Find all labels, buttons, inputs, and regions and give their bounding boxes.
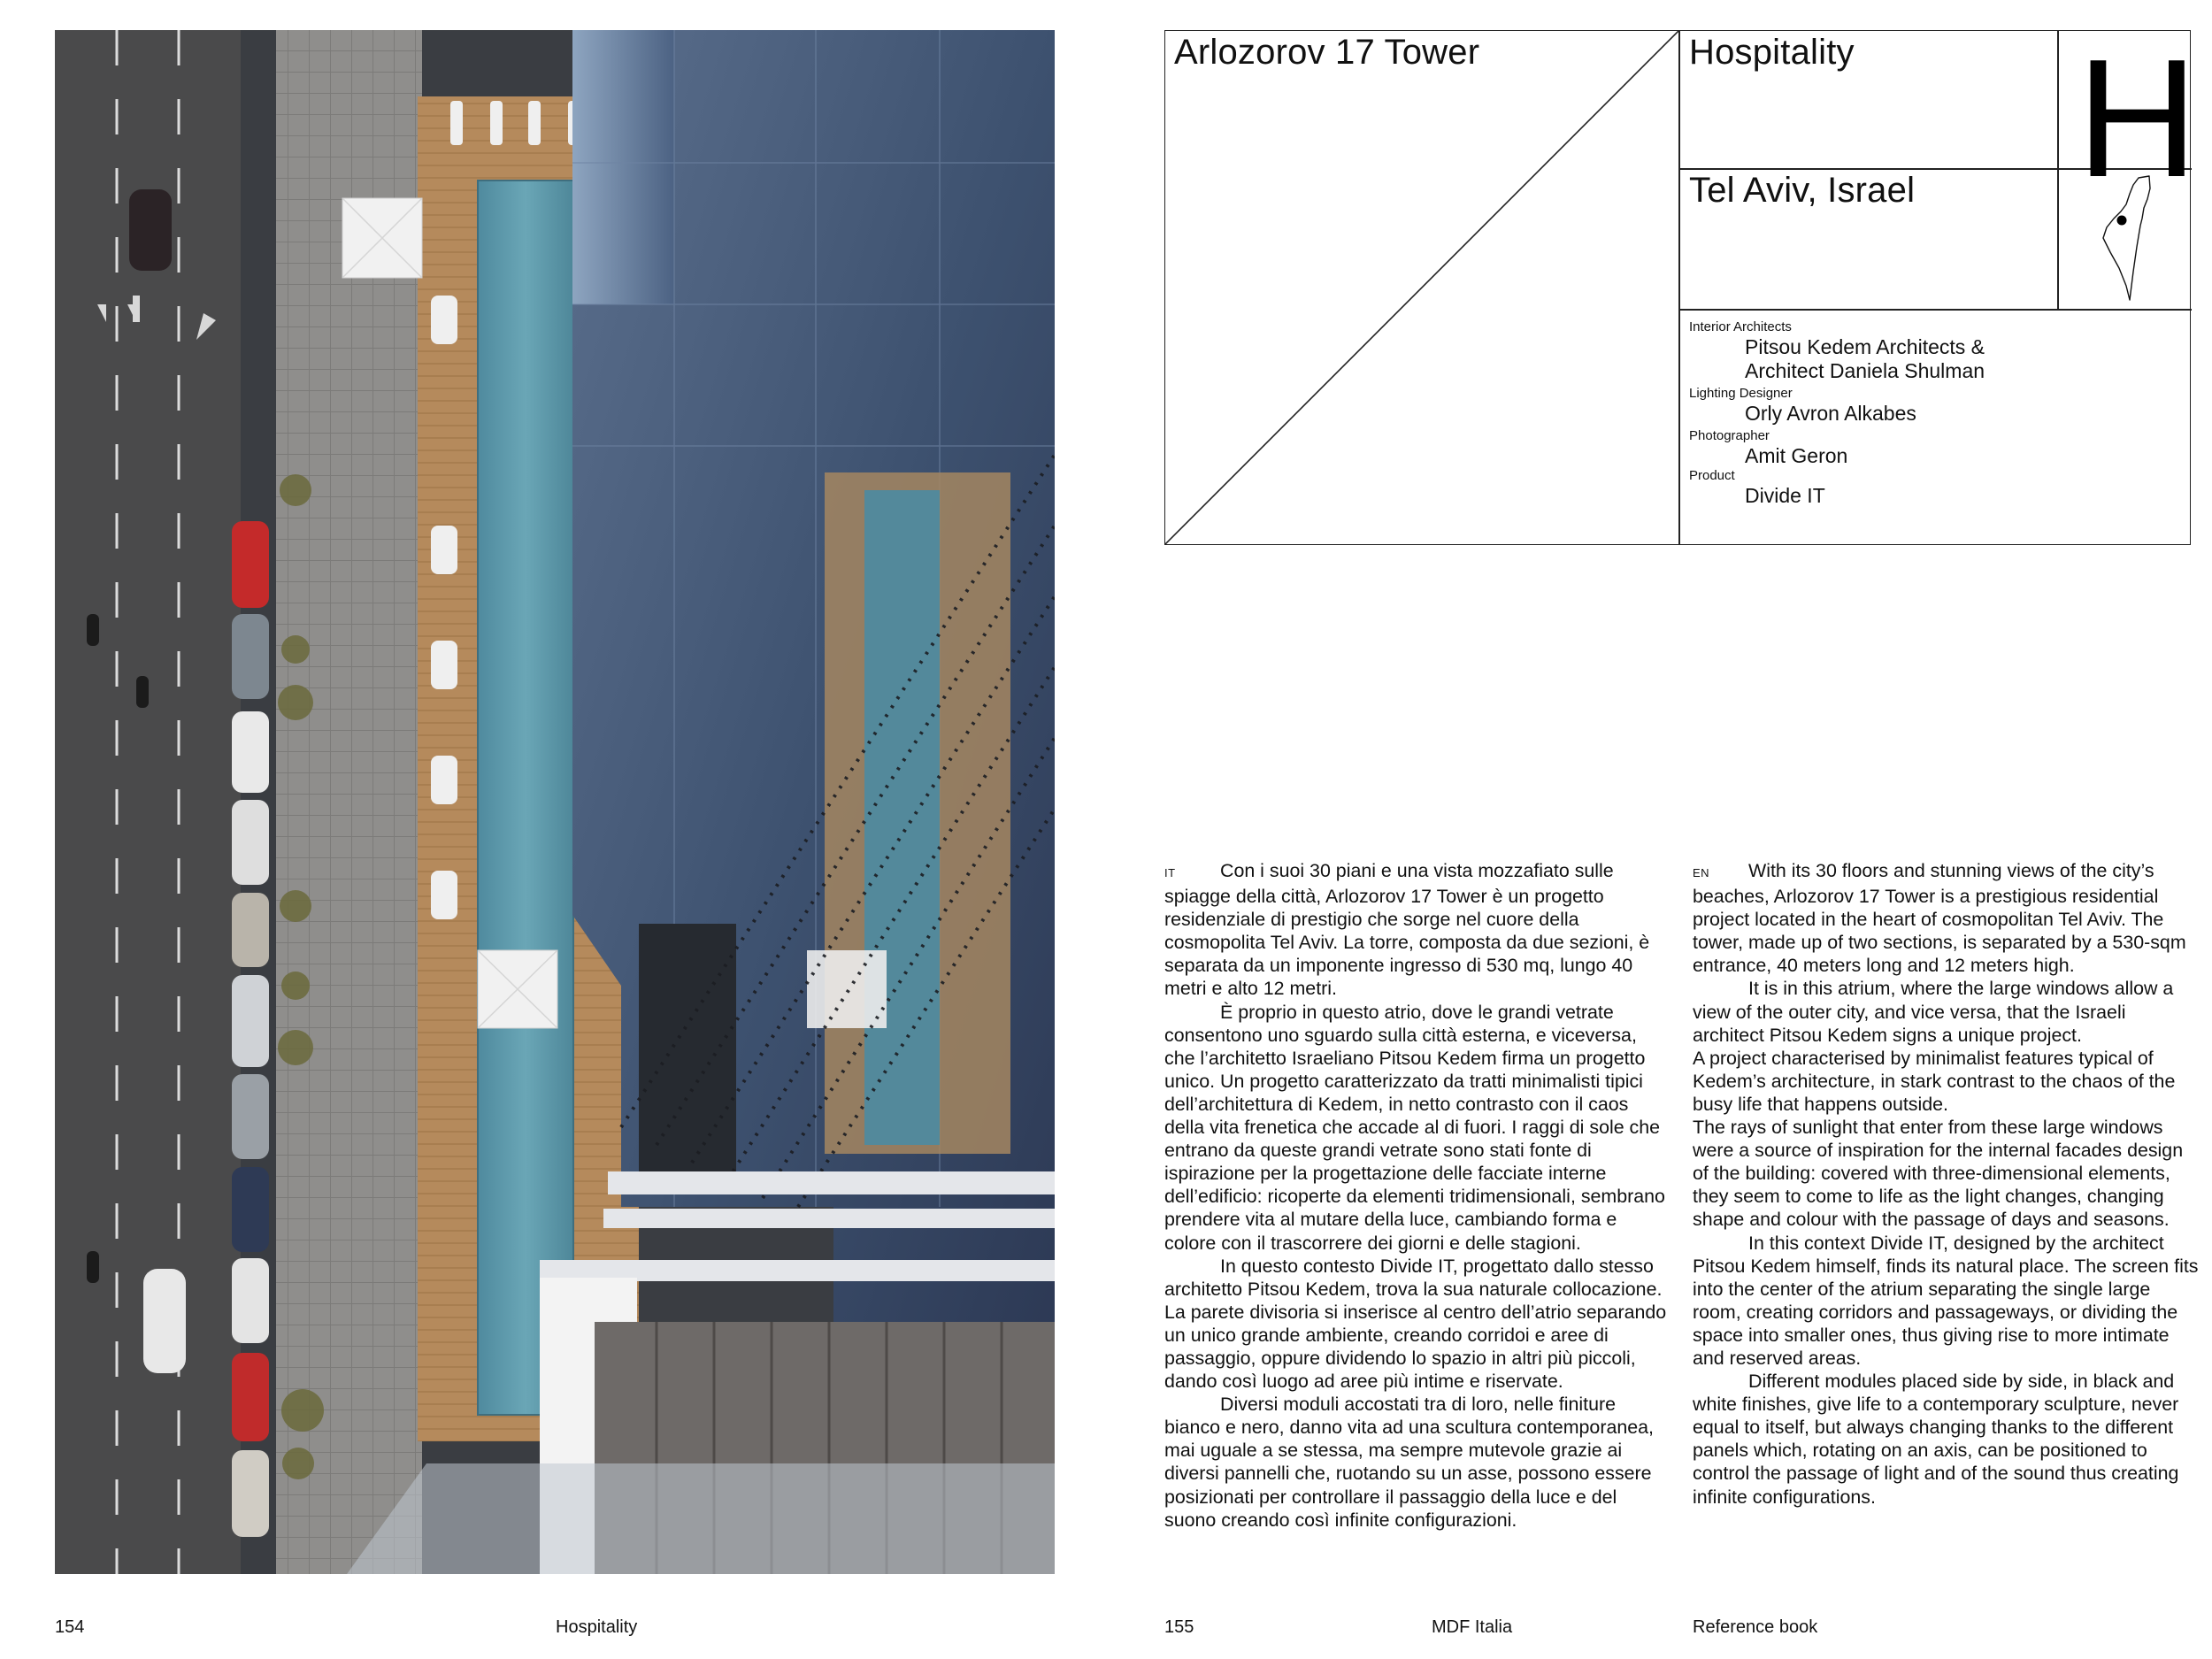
paragraph-en-2: It is in this atrium, where the large windows allow a view of the outer city, and vice versa, that the Israeli architect Pitsou Kedem signs a unique project. (1693, 978, 2174, 1046)
table-divider-vertical (1678, 31, 1680, 544)
credit-label: Product (1689, 468, 1735, 483)
credit-value: Divide IT (1745, 484, 1825, 507)
left-page-section: Hospitality (556, 1617, 638, 1637)
credit-value: Orly Avron Alkabes (1745, 402, 1916, 425)
language-tag-en: EN (1693, 866, 1710, 879)
paragraph-en-1: EN With its 30 floors and stunning views of the city’s beaches, Arlozorov 17 Tower is a prestigious residential project located in the heart of cosmopolitan Tel Aviv. The tower, made up of two sections, is separated by a 530-sqm entrance, 40 meters long and 12 meters high. (1693, 860, 2186, 977)
text-column-it (1164, 859, 1671, 1532)
language-tag-it: IT (1164, 866, 1176, 879)
project-name: Arlozorov 17 Tower (1174, 33, 1480, 72)
right-page-number: 155 (1164, 1617, 1194, 1637)
paragraph-en-3: A project characterised by minimalist features typical of Kedem’s architecture, in stark contrast to the chaos of the busy life that happens outside. (1693, 1047, 2176, 1115)
diagonal-divider (1165, 31, 1678, 544)
credits-list (1689, 319, 2185, 508)
category-letter: H (2077, 25, 2199, 212)
credit-label: Interior Architects (1689, 319, 1792, 334)
paragraph-en-6: Different modules placed side by side, in black and white finishes, give life to a contemporary sculpture, never equal to itself, but always changing thanks to the different panels which, rotating on an axis, can be positioned to control the passage of light and of the sound thus creating infinite configurations. (1693, 1371, 2179, 1508)
category-title: Hospitality (1689, 33, 1855, 72)
text-column-en (1693, 859, 2199, 1509)
paragraph-it-3: In questo contesto Divide IT, progettato dallo stesso architetto Pitsou Kedem, trova la sua naturale collocazione. La parete divisoria si inserisce al centro dell’atrio separando un unico grande ambiente, creando corridoi e aree di passaggio, oppure dividendo lo spazio in altri più piccoli, dando così luogo ad aree più intime e riservate. (1164, 1255, 1667, 1393)
table-divider-horizontal-2 (1678, 309, 2192, 311)
paragraph-en-5: In this context Divide IT, designed by the architect Pitsou Kedem himself, finds its natural place. The screen fits into the center of the atrium separating the single large room, creating corridors and passageways, or dividing the space into smaller ones, thus giving rise to more intimate and reserved areas. (1693, 1232, 2199, 1369)
paragraph-it-1: IT Con i suoi 30 piani e una vista mozzafiato sulle spiagge della città, Arlozorov 17 Tower è un progetto residenziale di prestigio che sorge nel cuore della cosmopolita Tel Aviv. La torre, composta da due sezioni, è separata da un imponente ingresso di 530 mq, lungo 40 metri e alto 12 metri. (1164, 860, 1650, 1000)
credit-item (1689, 468, 2185, 508)
credit-label: Lighting Designer (1689, 386, 1793, 401)
paragraph-en-4: The rays of sunlight that enter from these large windows were a source of inspiration for the internal facades design of the building: covered with three-dimensional elements, they seem to come to life as the light changes, changing shape and colour with the passage of days and seasons. (1693, 1117, 2184, 1231)
paragraph-it-2: È proprio in questo atrio, dove le grandi vetrate consentono uno sguardo sulla città esterna, e viceversa, che l’architetto Israeliano Pitsou Kedem firma un progetto unico. Un progetto caratterizzato da tratti minimalisti tipici dell’architettura di Kedem, in netto contrasto con il caos della vita frenetica che accade al di fuori. I raggi di sole che entrano da queste grandi vetrate sono stati fonte di ispirazione per la progettazione delle facciate interne dell’edificio: ricoperte da elementi tridimensionali, sembrano prendere vita al mutare della luce, cambiando forma e colore con il trascorrere dei giorni e delle stagioni. (1164, 1001, 1665, 1254)
footer-brand: MDF Italia (1432, 1617, 1513, 1637)
location-title: Tel Aviv, Israel (1689, 171, 1916, 210)
credit-item (1689, 319, 2185, 383)
credit-value: Pitsou Kedem Architects & Architect Daniela Shulman (1745, 335, 1985, 382)
credit-value: Amit Geron (1745, 444, 1848, 467)
credit-label: Photographer (1689, 428, 1770, 443)
left-page-number: 154 (55, 1617, 85, 1637)
credit-item (1689, 428, 2185, 468)
aerial-photo-pool-tower (55, 30, 1055, 1574)
israel-map-icon (2085, 173, 2165, 305)
credit-item (1689, 386, 2185, 426)
table-divider-vertical-2 (2057, 31, 2059, 309)
footer-book-title: Reference book (1693, 1617, 1818, 1637)
paragraph-it-4: Diversi moduli accostati tra di loro, nelle finiture bianco e nero, danno vita ad una scultura contemporanea, mai uguale a se stessa, ma sempre mutevole grazie ai diversi pannelli che, ruotando su un asse, possono essere posizionati per controllare il passaggio della luce e del suono creando così infinite configurazioni. (1164, 1394, 1654, 1531)
project-info-table (1164, 25, 2199, 545)
